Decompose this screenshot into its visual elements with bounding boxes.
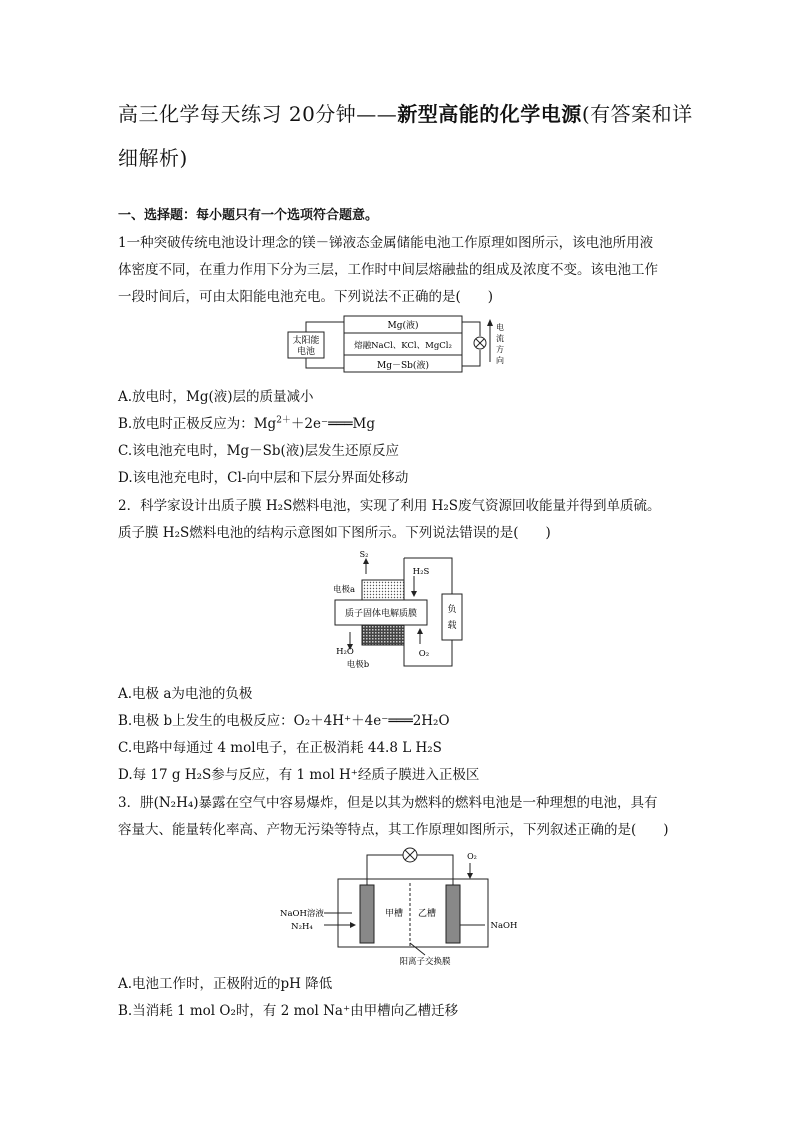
- q2-option-d: D.每 17 g H₂S参与反应，有 1 mol H⁺经质子膜进入正极区: [118, 767, 480, 783]
- q3-fig-naoh-solution: NaOH溶液: [280, 909, 324, 919]
- q2-fig-electrode-b: 电极b: [346, 660, 370, 670]
- title-part2: 新型高能的化学电源: [397, 102, 582, 126]
- q3-stem-line1: 3．肼(N₂H₄)暴露在空气中容易爆炸，但是以其为燃料的燃料电池是一种理想的电池，具有: [118, 795, 658, 811]
- q3-hydrazine-cell-diagram: [280, 843, 525, 967]
- page-title: [118, 92, 698, 180]
- q1-fig-layer3: Mg－Sb(液): [377, 361, 429, 371]
- q2-stem-line2: 质子膜 H₂S燃料电池的结构示意图如下图所示。下列说法错误的是( ): [118, 525, 551, 541]
- q2-option-c: C.电路中每通过 4 mol电子，在正极消耗 44.8 L H₂S: [118, 740, 442, 756]
- q1-stem-line1: 1一种突破传统电池设计理念的镁－锑液态金属储能电池工作原理如图所示，该电池所用液: [118, 235, 654, 251]
- title-part1: 高三化学每天练习 20分钟——: [118, 102, 398, 126]
- q2-fig-h2s: H₂S: [412, 567, 430, 577]
- svg-text:方: 方: [496, 345, 504, 354]
- q2-fuel-cell-diagram: [330, 548, 480, 672]
- q1-option-b: B.放电时正极反应为：$Mg^{2+}+2e^-═══Mg$: [118, 415, 375, 432]
- q1-stem-line3: 一段时间后，可由太阳能电池充电。下列说法不正确的是( ): [118, 289, 494, 305]
- q2-stem-line1: 2．科学家设计出质子膜 H₂S燃料电池，实现了利用 H₂S废气资源回收能量并得到单质硫。: [118, 498, 661, 514]
- q2-option-a: A.电极 a为电池的负极: [118, 686, 253, 702]
- q1-battery-diagram: [286, 312, 516, 376]
- q3-fig-n2h4: N₂H₄: [291, 922, 313, 932]
- svg-text:载: 载: [447, 621, 457, 631]
- q1-stem-line2: 体密度不同，在重力作用下分为三层，工作时中间层熔融盐的组成及浓度不变。该电池工作: [118, 262, 658, 278]
- q3-fig-naoh: NaOH: [490, 921, 518, 931]
- svg-text:流: 流: [496, 334, 504, 343]
- q1-option-d: D.该电池充电时，Cl-向中层和下层分界面处移动: [118, 470, 409, 486]
- section-heading: 一、选择题：每小题只有一个选项符合题意。: [118, 208, 379, 223]
- q1-fig-current: 电: [496, 323, 504, 332]
- q3-fig-membrane: 阳离子交换膜: [399, 957, 451, 967]
- q1-fig-solar: 太阳能: [292, 336, 320, 346]
- q3-stem-line2: 容量大、能量转化率高、产物无污染等特点，其工作原理如图所示，下列叙述正确的是( ): [118, 822, 669, 838]
- q1-option-c: C.该电池充电时，Mg－Sb(液)层发生还原反应: [118, 443, 400, 459]
- q1-fig-layer1: Mg(液): [387, 321, 419, 331]
- q2-option-b: B.电极 b上发生的电极反应：O₂＋4H⁺＋4e⁻═══2H₂O: [118, 713, 450, 729]
- q3-option-a: A.电池工作时，正极附近的pH 降低: [118, 976, 333, 992]
- q3-fig-cell-b: 乙槽: [417, 909, 437, 919]
- q1-fig-layer2: 熔融NaCl、KCl、MgCl₂: [354, 341, 452, 351]
- svg-text:向: 向: [496, 356, 504, 365]
- q3-fig-o2: O₂: [467, 852, 477, 861]
- q2-fig-s2: S₂: [359, 550, 369, 559]
- q2-fig-load: 负: [447, 605, 457, 615]
- q1-option-a: A.放电时，Mg(液)层的质量减小: [118, 389, 314, 405]
- q2-fig-o2: O₂: [418, 649, 430, 659]
- q2-fig-membrane: 质子固体电解质膜: [344, 609, 418, 619]
- q2-fig-electrode-a: 电极a: [332, 585, 356, 595]
- title-part3: (有答案和详细解析): [118, 102, 693, 170]
- q3-fig-cell-a: 甲槽: [384, 909, 404, 919]
- q2-fig-h2o: H₂O: [336, 647, 354, 657]
- svg-text:电池: 电池: [296, 347, 316, 357]
- q3-option-b: B.当消耗 1 mol O₂时，有 2 mol Na⁺由甲槽向乙槽迁移: [118, 1003, 459, 1019]
